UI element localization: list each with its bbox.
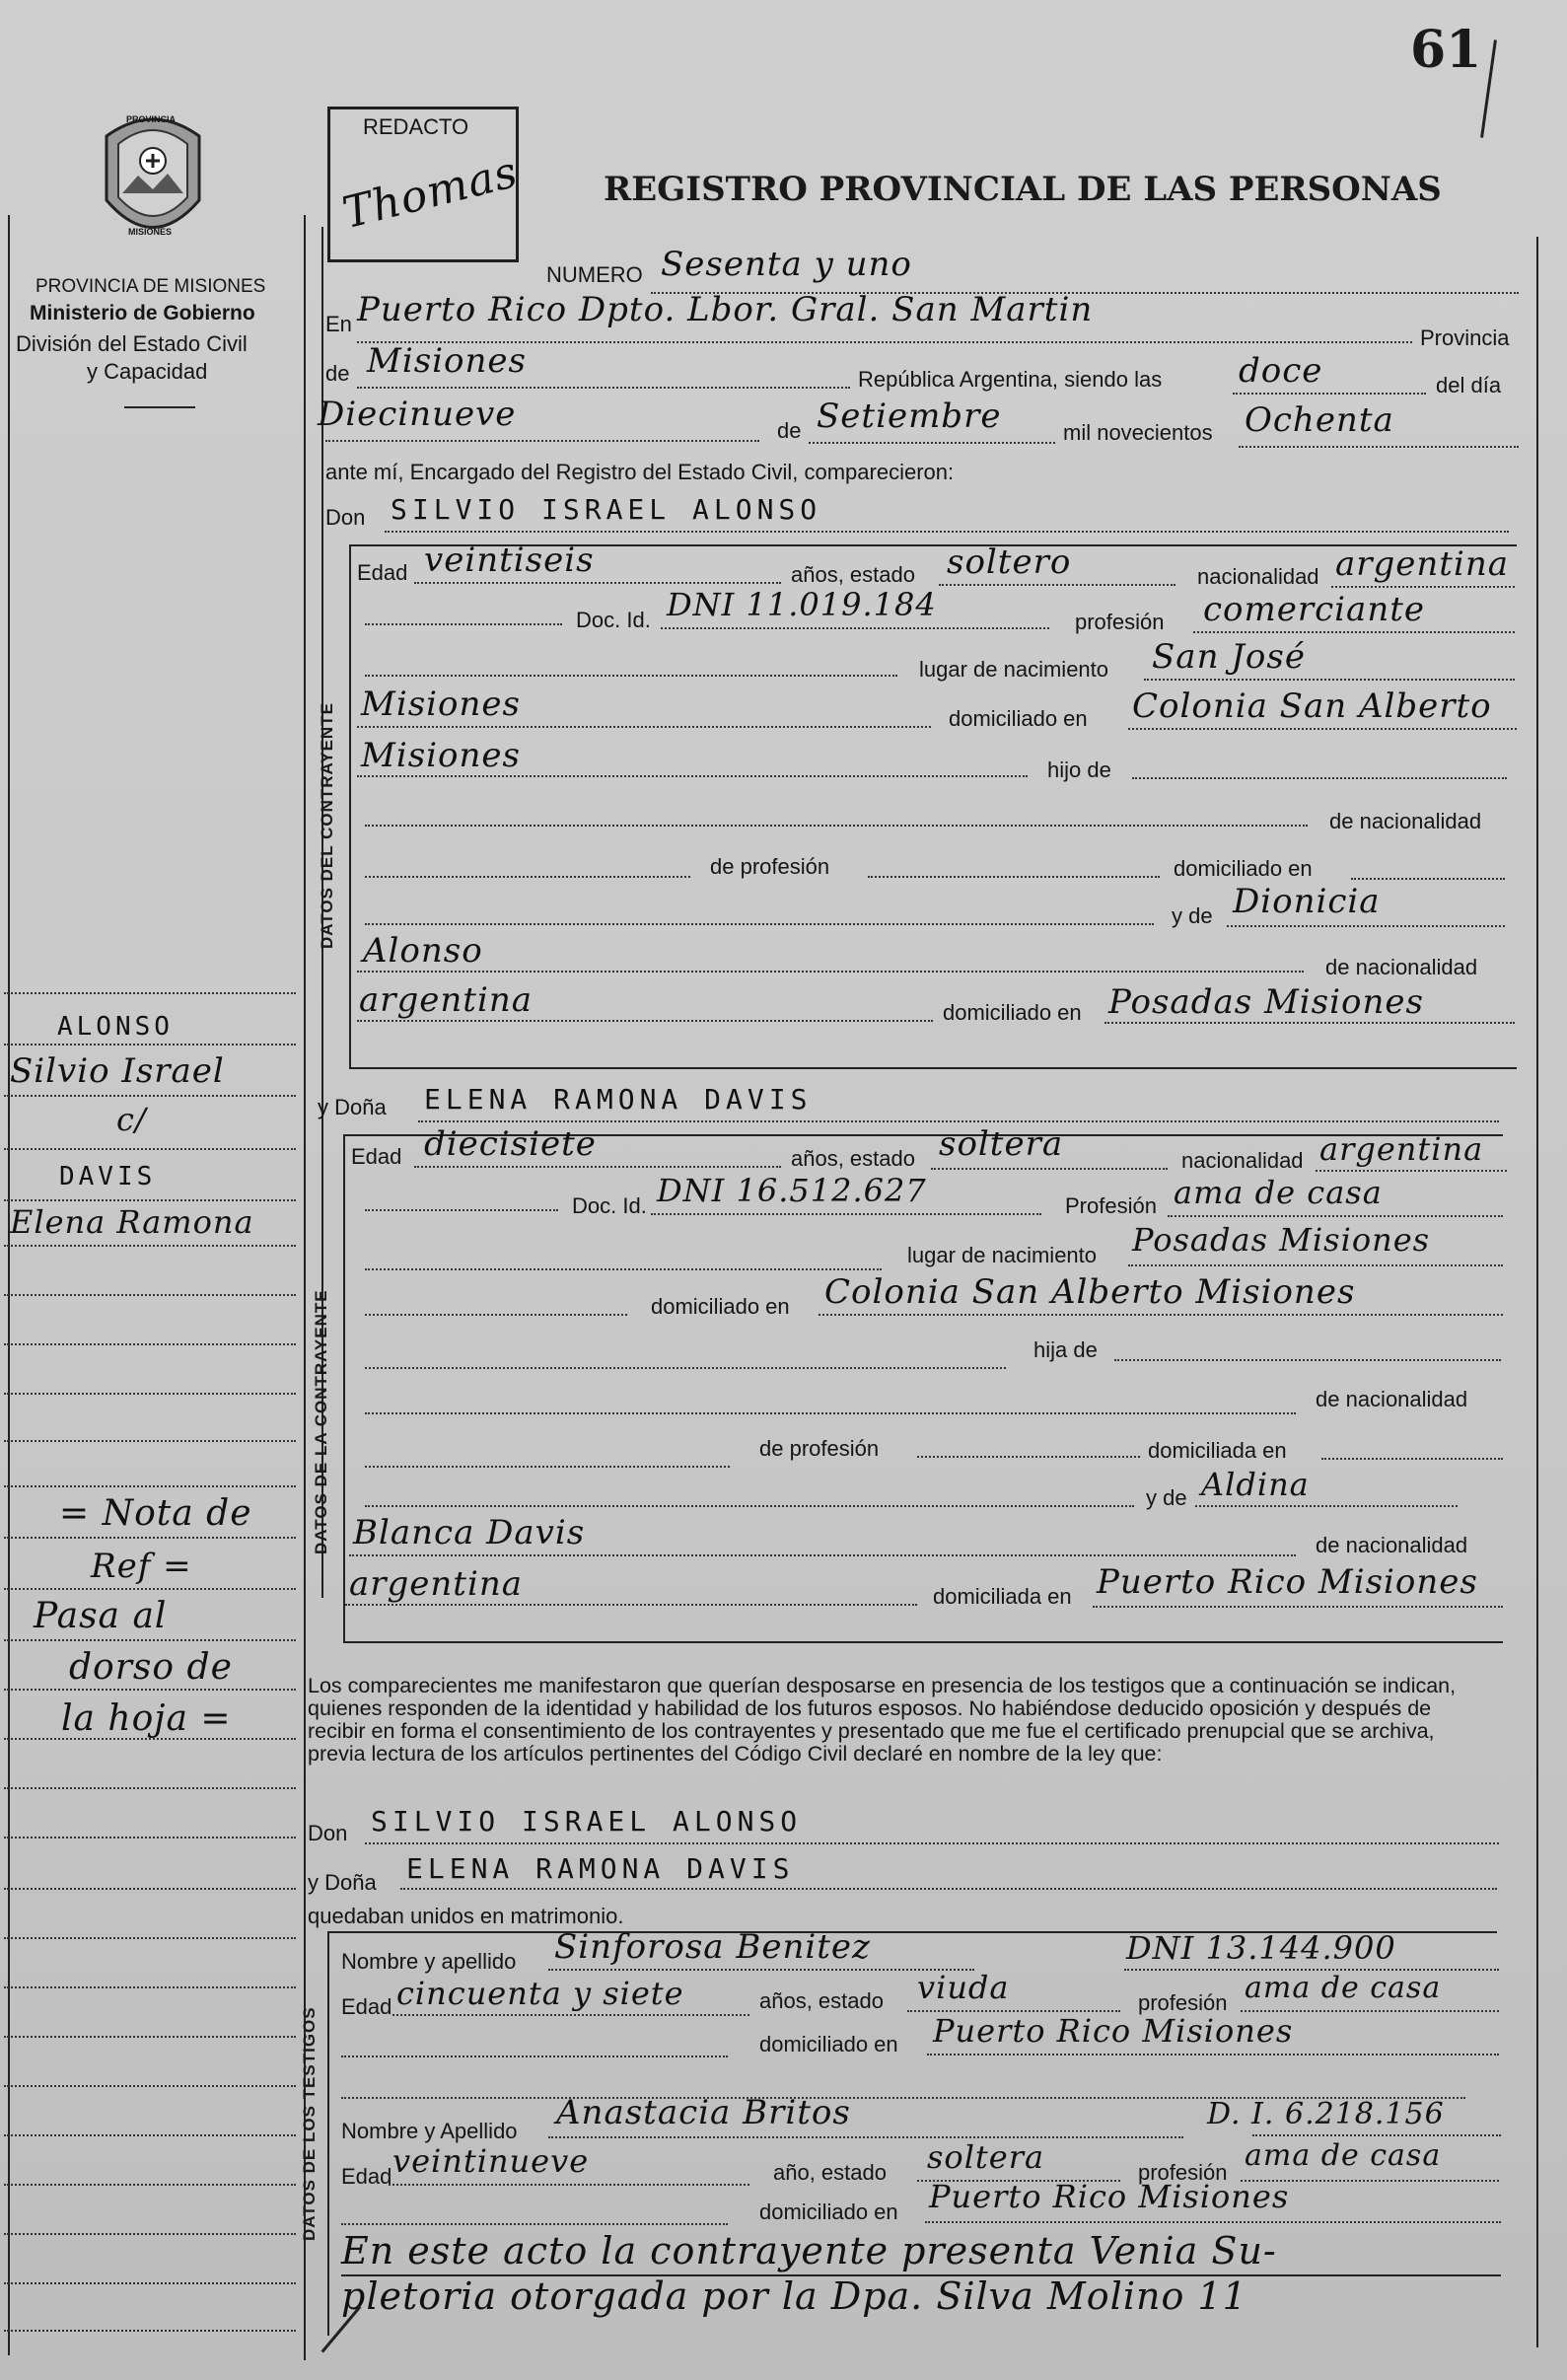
- w2-doc-line: [1252, 2134, 1501, 2136]
- margin-ruled-line: [4, 1588, 296, 1590]
- hour-value: doce: [1239, 351, 1323, 391]
- province-value: Misiones: [367, 341, 527, 381]
- margin-ruled-line: [4, 1343, 296, 1345]
- groom-lugar-nac-line: [1144, 679, 1515, 681]
- bride-father-line: [365, 1412, 1296, 1414]
- w1-dom-line: [927, 2054, 1499, 2055]
- groom-father-nac-label: de nacionalidad: [1329, 809, 1482, 833]
- mil-label: mil novecientos: [1063, 420, 1213, 445]
- decl-dona-name: ELENA RAMONA DAVIS: [406, 1852, 795, 1885]
- margin-note-1: = Nota de: [59, 1493, 252, 1534]
- groom-prof-label: profesión: [1075, 610, 1165, 634]
- groom-lugar-nac-2-line: [357, 726, 931, 728]
- groom-father-dom-2-line: [365, 923, 1154, 925]
- bride-prof-label: Profesión: [1065, 1193, 1157, 1218]
- don-label: Don: [325, 505, 366, 530]
- page-number: 61: [1410, 20, 1482, 80]
- groom-prof-line: [1193, 631, 1515, 633]
- month-value: Setiembre: [817, 397, 1002, 436]
- margin-ruled-line: [4, 1537, 296, 1539]
- de-label: de: [325, 361, 350, 386]
- margin-note-5: la hoja =: [61, 1698, 232, 1739]
- groom-anos-label: años, estado: [791, 562, 915, 587]
- bride-father-prof-label: de profesión: [759, 1436, 880, 1461]
- bride-mother-dom-label: domiciliada en: [933, 1584, 1072, 1609]
- w1-name-line: [548, 1969, 974, 1971]
- day-line: [325, 440, 759, 442]
- bride-doc-label: Doc. Id.: [572, 1193, 647, 1218]
- groom-nac-pre-line: [365, 675, 897, 677]
- margin-ruled-line: [4, 1294, 296, 1296]
- witness-side-label: DATOS DE LOS TESTIGOS: [300, 2006, 319, 2241]
- bride-bracket: [343, 1134, 345, 1641]
- w2-estado: soltera: [927, 2138, 1045, 2176]
- margin-ruled-line: [4, 1787, 296, 1789]
- bride-doc: DNI 16.512.627: [657, 1172, 927, 1209]
- bride-mother-1: Aldina: [1201, 1466, 1310, 1503]
- margin-ruled-line: [4, 2184, 296, 2186]
- groom-dom-line: [1128, 728, 1517, 730]
- w1-doc: DNI 13.144.900: [1126, 1929, 1396, 1967]
- groom-edad-line: [414, 582, 781, 584]
- groom-edad-label: Edad: [357, 560, 408, 585]
- bride-section-bottom: [343, 1641, 1503, 1643]
- bride-father-dom-label: domiciliada en: [1148, 1438, 1287, 1463]
- bride-edad: diecisiete: [424, 1124, 597, 1164]
- hour-line: [1233, 393, 1426, 395]
- groom-mother-2: Alonso: [363, 931, 483, 971]
- w2-doc: D. I. 6.218.156: [1207, 2097, 1445, 2131]
- bride-lugar-nac-label: lugar de nacimiento: [907, 1243, 1098, 1267]
- bride-name: ELENA RAMONA DAVIS: [424, 1083, 813, 1116]
- w2-prof-label: profesión: [1138, 2160, 1228, 2185]
- groom-mother-nac-line: [357, 1020, 933, 1022]
- groom-father-dom-label: domiciliado en: [1174, 856, 1313, 881]
- w1-edad-line: [392, 2014, 749, 2016]
- bride-nac-line: [1316, 1170, 1507, 1172]
- margin-ruled-line: [4, 1095, 296, 1097]
- bride-nacionalidad: argentina: [1319, 1130, 1484, 1168]
- division-text-1: División del Estado Civil: [16, 331, 248, 356]
- groom-estado-line: [939, 584, 1175, 586]
- bride-side-label: DATOS DE LA CONTRAYENTE: [312, 1289, 330, 1554]
- margin-separator: c/: [116, 1101, 147, 1138]
- margin-ruled-line: [4, 1044, 296, 1046]
- margin-note-3: Pasa al: [34, 1596, 168, 1636]
- groom-father-prof-pre-line: [365, 876, 690, 878]
- groom-lugar-nac: San José: [1152, 637, 1306, 677]
- witness-bracket: [327, 1931, 329, 2336]
- bride-nac-pre-line: [365, 1268, 882, 1270]
- margin-ruled-line: [4, 1148, 296, 1150]
- groom-doc-pre-line: [365, 623, 562, 625]
- groom-profesion: comerciante: [1203, 590, 1425, 629]
- provincial-seal: [99, 107, 207, 245]
- bride-name-line: [418, 1120, 1499, 1122]
- groom-doc: DNI 11.019.184: [667, 586, 937, 623]
- bride-y-de-label: y de: [1146, 1485, 1187, 1510]
- bride-domicilio: Colonia San Alberto Misiones: [824, 1272, 1356, 1312]
- bride-hija-label: hija de: [1033, 1337, 1098, 1362]
- w2-dom-line: [925, 2221, 1501, 2223]
- bride-mother-nac-line: [345, 1604, 917, 1606]
- bride-father-dom-2-line: [365, 1505, 1134, 1507]
- margin-ruled-line: [4, 2233, 296, 2235]
- w2-profesion: ama de casa: [1245, 2138, 1442, 2173]
- bride-father-prof-line: [917, 1456, 1140, 1458]
- margin-ruled-line: [4, 1937, 296, 1939]
- provincia-label: Provincia: [1420, 325, 1510, 350]
- bride-mother-nac: argentina: [349, 1564, 524, 1604]
- groom-mother-2-line: [357, 971, 1304, 973]
- witness-note-underline: [341, 2274, 1501, 2276]
- seal-bottom-text: MISIONES: [128, 227, 173, 237]
- bride-edad-line: [414, 1166, 781, 1168]
- bride-mother-1-line: [1195, 1505, 1458, 1507]
- bride-dom-pre-line: [365, 1314, 627, 1316]
- bride-mother-2-line: [349, 1554, 1296, 1556]
- margin-ruled-line: [4, 1888, 296, 1890]
- w2-domicilio: Puerto Rico Misiones: [929, 2178, 1290, 2215]
- groom-y-de-label: y de: [1172, 903, 1213, 928]
- w1-anos-label: años, estado: [759, 1988, 884, 2013]
- margin-ruled-line: [4, 1199, 296, 1201]
- w1-dom-pre-line: [341, 2055, 728, 2057]
- bride-edad-label: Edad: [351, 1144, 402, 1169]
- w1-profesion: ama de casa: [1245, 1971, 1442, 2005]
- republica-label: República Argentina, siendo las: [858, 367, 1163, 392]
- province-line: [357, 387, 850, 389]
- margin-ruled-line: [4, 1245, 296, 1247]
- decl-closing: quedaban unidos en matrimonio.: [308, 1904, 624, 1928]
- groom-father-prof-line: [868, 876, 1160, 878]
- decl-don-name: SILVIO ISRAEL ALONSO: [371, 1805, 803, 1838]
- declaration-text: Los comparecientes me manifestaron que querían desposarse en presencia de los testigos que a continuación se indican, quienes responden de la identidad y habilidad de los futuros esposos. No habiéndose deducido oposición y después de recibir en forma el consentimiento de los contrayentes y presentado que me fue el certificado prenupcial que se archiva, previa lectura de los artículos pertinentes del Código Civil declaré en nombre de la ley que:: [308, 1674, 1457, 1766]
- bride-hija-line: [1114, 1359, 1501, 1361]
- margin-ruled-line: [4, 1689, 296, 1691]
- groom-nacionalidad: argentina: [1335, 544, 1510, 584]
- w1-edad: cincuenta y siete: [396, 1975, 684, 2012]
- margin-ruled-line: [4, 2134, 296, 2136]
- decl-don-label: Don: [308, 1821, 348, 1845]
- groom-mother-nac-label: de nacionalidad: [1325, 955, 1478, 979]
- groom-name: SILVIO ISRAEL ALONSO: [391, 493, 822, 526]
- bride-dom-line: [819, 1314, 1503, 1316]
- groom-father-prof-label: de profesión: [710, 854, 830, 879]
- w2-edad: veintinueve: [392, 2142, 590, 2180]
- margin-ruled-line: [4, 2330, 296, 2332]
- groom-father-dom-line: [1351, 878, 1505, 880]
- redacto-label: REDACTO: [363, 114, 469, 139]
- groom-name-line: [385, 531, 1509, 533]
- w2-anos-label: año, estado: [773, 2160, 887, 2185]
- bride-doc-pre-line: [365, 1209, 558, 1211]
- margin-ruled-line: [4, 2085, 296, 2087]
- w1-prof-label: profesión: [1138, 1990, 1228, 2015]
- groom-domicilio: Colonia San Alberto: [1132, 686, 1492, 726]
- groom-estado: soltero: [947, 542, 1072, 582]
- groom-doc-line: [661, 627, 1049, 629]
- groom-hijo-line: [1132, 777, 1507, 779]
- groom-lugar-nac-2: Misiones: [361, 685, 521, 724]
- margin-ruled-line: [4, 1639, 296, 1641]
- witness-note-2: pletoria otorgada por la Dpa. Silva Molino 11: [341, 2274, 1247, 2318]
- witness-note-1: En este acto la contrayente presenta Venia Su-: [341, 2229, 1277, 2272]
- w2-edad-label: Edad: [341, 2164, 392, 2189]
- margin-ruled-line: [4, 992, 296, 994]
- groom-doc-label: Doc. Id.: [576, 608, 651, 632]
- margin-ruled-line: [4, 1986, 296, 1988]
- w2-name-line: [548, 2136, 1183, 2138]
- w2-name-label: Nombre y Apellido: [341, 2119, 518, 2143]
- month-line: [809, 442, 1055, 444]
- day-value: Diecinueve: [318, 395, 517, 434]
- groom-domicilio-2: Misiones: [361, 736, 521, 775]
- w2-name: Anastacia Britos: [556, 2093, 851, 2132]
- groom-lugar-nac-label: lugar de nacimiento: [919, 657, 1109, 682]
- margin-ruled-line: [4, 1440, 296, 1442]
- w1-edad-label: Edad: [341, 1994, 392, 2019]
- groom-hijo-label: hijo de: [1047, 757, 1111, 782]
- bride-estado: soltera: [939, 1124, 1064, 1164]
- page-title: REGISTRO PROVINCIAL DE LAS PERSONAS: [604, 170, 1442, 209]
- w1-domicilio: Puerto Rico Misiones: [933, 2012, 1294, 2050]
- groom-nac-line: [1331, 586, 1515, 588]
- bride-mother-2: Blanca Davis: [353, 1513, 586, 1552]
- year-value: Ochenta: [1245, 400, 1394, 440]
- margin-note-2: Ref =: [91, 1547, 192, 1586]
- bride-mother-dom-line: [1093, 1606, 1503, 1608]
- bride-father-nac-label: de nacionalidad: [1316, 1387, 1468, 1411]
- left-margin-line: [8, 215, 10, 2355]
- margin-given-1: Silvio Israel: [10, 1051, 225, 1091]
- groom-mother-1-line: [1227, 925, 1505, 927]
- decl-dona-line: [400, 1888, 1497, 1890]
- margin-surname-1: ALONSO: [57, 1012, 174, 1042]
- ministry-text: Ministerio de Gobierno: [30, 302, 255, 325]
- seal-top-text: PROVINCIA: [126, 114, 177, 124]
- bride-dom-label: domiciliado en: [651, 1294, 790, 1319]
- bride-prof-line: [1168, 1215, 1503, 1217]
- header-rule: [124, 406, 195, 408]
- bride-father-prof-pre-line: [365, 1466, 730, 1468]
- bride-lugar-nac: Posadas Misiones: [1132, 1221, 1431, 1259]
- w1-dom-label: domiciliado en: [759, 2032, 898, 2056]
- bride-mother-dom: Puerto Rico Misiones: [1097, 1562, 1478, 1602]
- groom-mother-dom-line: [1104, 1022, 1515, 1024]
- margin-ruled-line: [4, 2036, 296, 2038]
- bride-doc-line: [651, 1213, 1041, 1215]
- bride-hija-pre-line: [365, 1367, 1006, 1369]
- w2-dom-label: domiciliado en: [759, 2200, 898, 2224]
- month-de-label: de: [777, 418, 802, 443]
- margin-ruled-line: [4, 1485, 296, 1487]
- groom-mother-1: Dionicia: [1233, 882, 1381, 921]
- margin-given-2: Elena Ramona: [10, 1203, 254, 1241]
- margin-ruled-line: [4, 2282, 296, 2284]
- margin-note-4: dorso de: [69, 1647, 233, 1688]
- bride-nac-label: nacionalidad: [1181, 1148, 1304, 1173]
- decl-don-line: [365, 1842, 1499, 1844]
- bride-estado-line: [931, 1168, 1168, 1170]
- w1-name-label: Nombre y apellido: [341, 1949, 517, 1974]
- bride-anos-label: años, estado: [791, 1146, 915, 1171]
- numero-label: NUMERO: [546, 262, 643, 287]
- right-border-line: [1536, 237, 1538, 2347]
- w2-edad-line: [389, 2184, 749, 2186]
- groom-father-line: [365, 825, 1308, 827]
- numero-value: Sesenta y uno: [661, 245, 912, 284]
- province-text: PROVINCIA DE MISIONES: [36, 276, 266, 297]
- w1-estado: viuda: [917, 1969, 1010, 2006]
- division-text-2: y Capacidad: [87, 359, 208, 384]
- bride-mother-nac-label: de nacionalidad: [1316, 1533, 1468, 1557]
- dona-label: y Doña: [318, 1095, 387, 1119]
- year-line: [1239, 446, 1519, 448]
- groom-nac-label: nacionalidad: [1197, 564, 1319, 589]
- margin-ruled-line: [4, 1837, 296, 1839]
- bride-profesion: ama de casa: [1174, 1174, 1383, 1211]
- margin-surname-2: DAVIS: [59, 1162, 157, 1191]
- page-number-tick: [1480, 39, 1497, 137]
- groom-mother-nac: argentina: [359, 980, 534, 1020]
- groom-mother-dom: Posadas Misiones: [1108, 982, 1424, 1022]
- bride-father-dom-line: [1321, 1458, 1503, 1460]
- en-label: En: [325, 312, 352, 336]
- groom-dom-2-line: [357, 775, 1028, 777]
- groom-edad: veintiseis: [424, 541, 595, 580]
- groom-dom-label: domiciliado en: [949, 706, 1088, 731]
- redacto-signature: Thomas: [337, 146, 524, 240]
- margin-ruled-line: [4, 1393, 296, 1395]
- groom-bracket: [349, 544, 351, 1067]
- place-value: Puerto Rico Dpto. Lbor. Gral. San Martin: [357, 290, 1094, 329]
- del-dia-label: del día: [1436, 373, 1502, 397]
- ante-label: ante mí, Encargado del Registro del Estado Civil, comparecieron:: [325, 460, 955, 484]
- w1-name: Sinforosa Benitez: [554, 1927, 871, 1967]
- decl-dona-label: y Doña: [308, 1870, 377, 1895]
- w2-dom-pre-line: [341, 2223, 728, 2225]
- groom-mother-dom-label: domiciliado en: [943, 1000, 1082, 1025]
- bride-lugar-nac-line: [1128, 1264, 1503, 1266]
- groom-section-bottom: [349, 1067, 1517, 1069]
- groom-side-label: DATOS DEL CONTRAYENTE: [318, 702, 336, 949]
